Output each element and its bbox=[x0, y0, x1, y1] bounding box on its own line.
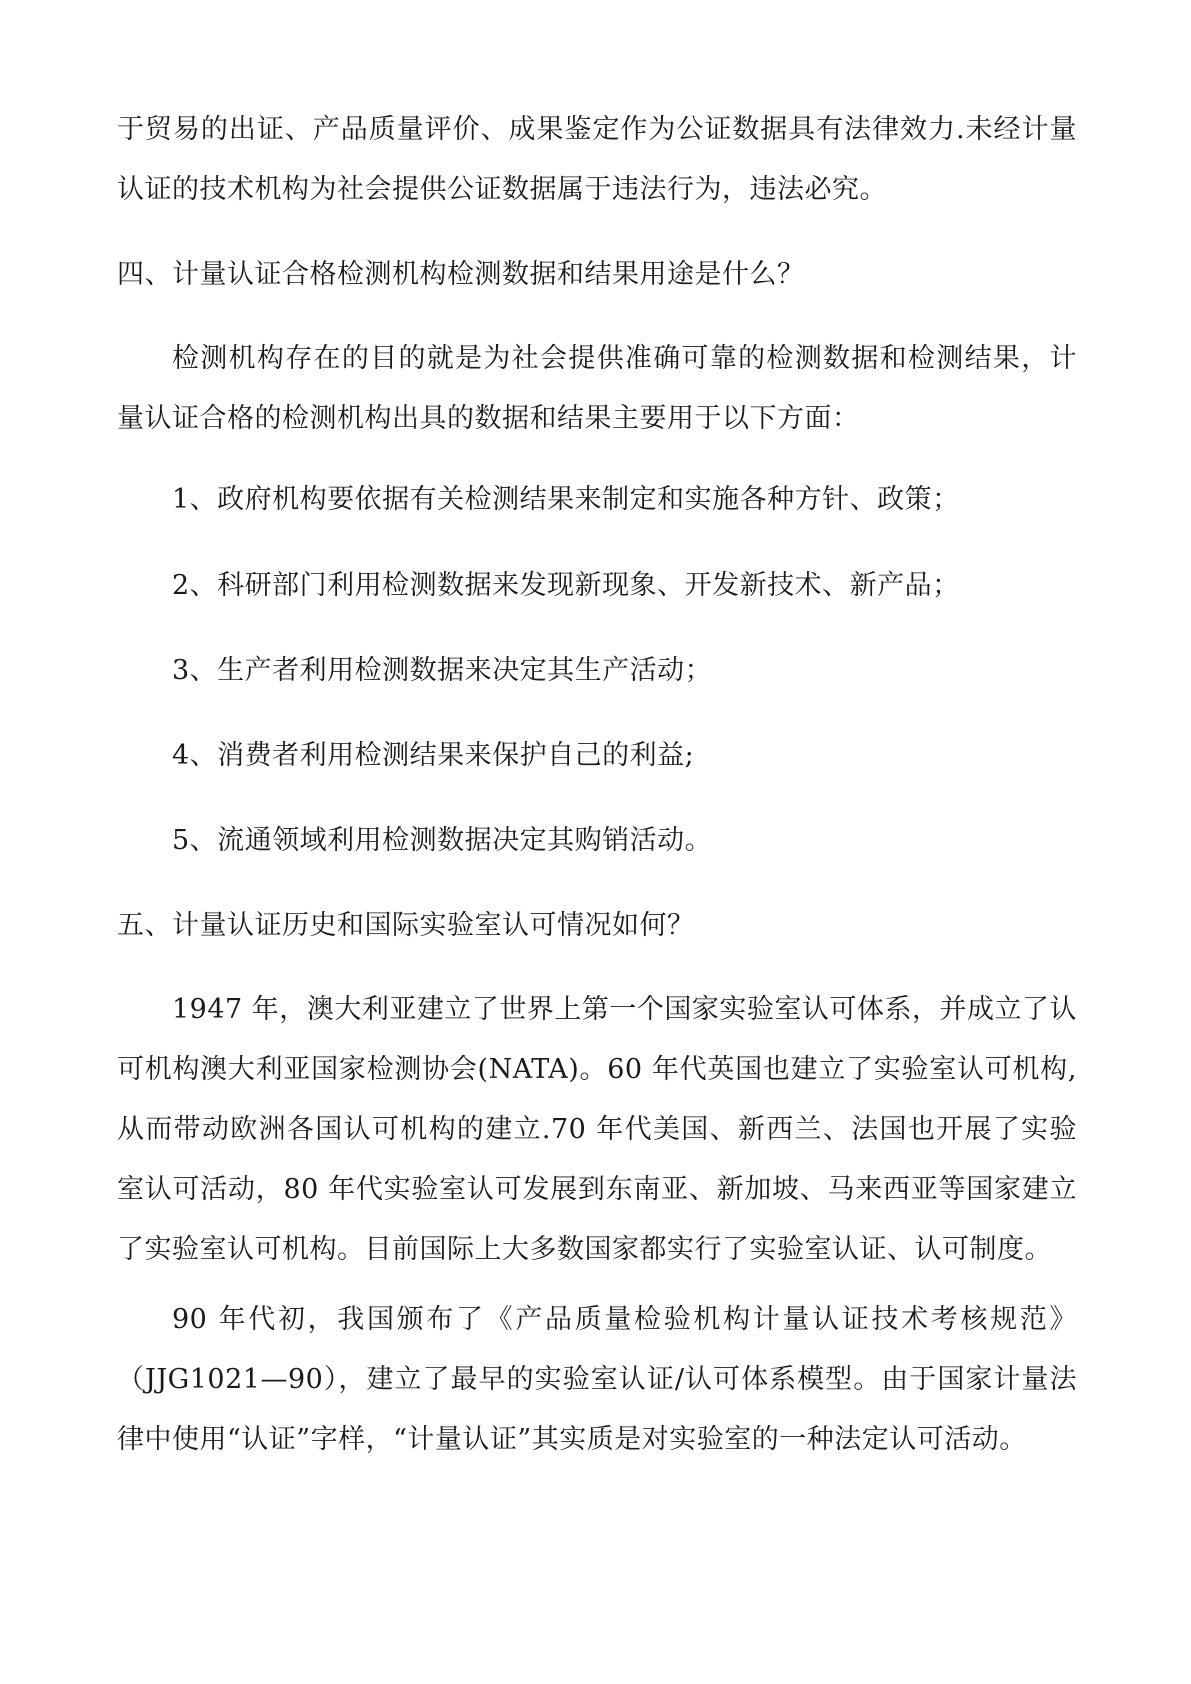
section-heading-4: 四、计量认证合格检测机构检测数据和结果用途是什么？ bbox=[117, 259, 805, 290]
list-item-5: 5、流通领域利用检测数据决定其购销活动。 bbox=[172, 825, 713, 856]
paragraph-history: 1947 年，澳大利亚建立了世界上第一个国家实验室认可体系，并成立了认可机构澳大利亚国家检测协会(NATA)。60 年代英国也建立了实验室认可机构,从而带动欧洲各国认可机构的建立.70 年代美国、新西兰、法国也开展了实验室认可活动，80 年代实验室认可发展到东南亚、新加坡、马来西亚等国家建立了实验室认可机构。目前国际上大多数国家都实行了实验室认证、认可制度。 bbox=[117, 994, 1077, 1265]
section-heading-5: 五、计量认证历史和国际实验室认可情况如何？ bbox=[117, 910, 695, 941]
paragraph-china: 90 年代初，我国颁布了《产品质量检验机构计量认证技术考核规范》（JJG1021—90），建立了最早的实验室认证/认可体系模型。由于国家计量法律中使用“认证”字样，“计量认证”其实质是对实验室的一种法定认可活动。 bbox=[117, 1304, 1077, 1455]
paragraph-legal-effect: 于贸易的出证、产品质量评价、成果鉴定作为公证数据具有法律效力.未经计量认证的技术机构为社会提供公证数据属于违法行为，违法必究。 bbox=[117, 114, 1077, 205]
list-item-2: 2、科研部门利用检测数据来发现新现象、开发新技术、新产品； bbox=[172, 570, 960, 601]
list-item-1: 1、政府机构要依据有关检测结果来制定和实施各种方针、政策； bbox=[172, 484, 960, 515]
list-item-3: 3、生产者利用检测数据来决定其生产活动； bbox=[172, 655, 713, 686]
paragraph-purpose: 检测机构存在的目的就是为社会提供准确可靠的检测数据和检测结果，计量认证合格的检测机构出具的数据和结果主要用于以下方面： bbox=[117, 343, 1077, 434]
list-item-4: 4、消费者利用检测结果来保护自己的利益; bbox=[172, 740, 695, 771]
